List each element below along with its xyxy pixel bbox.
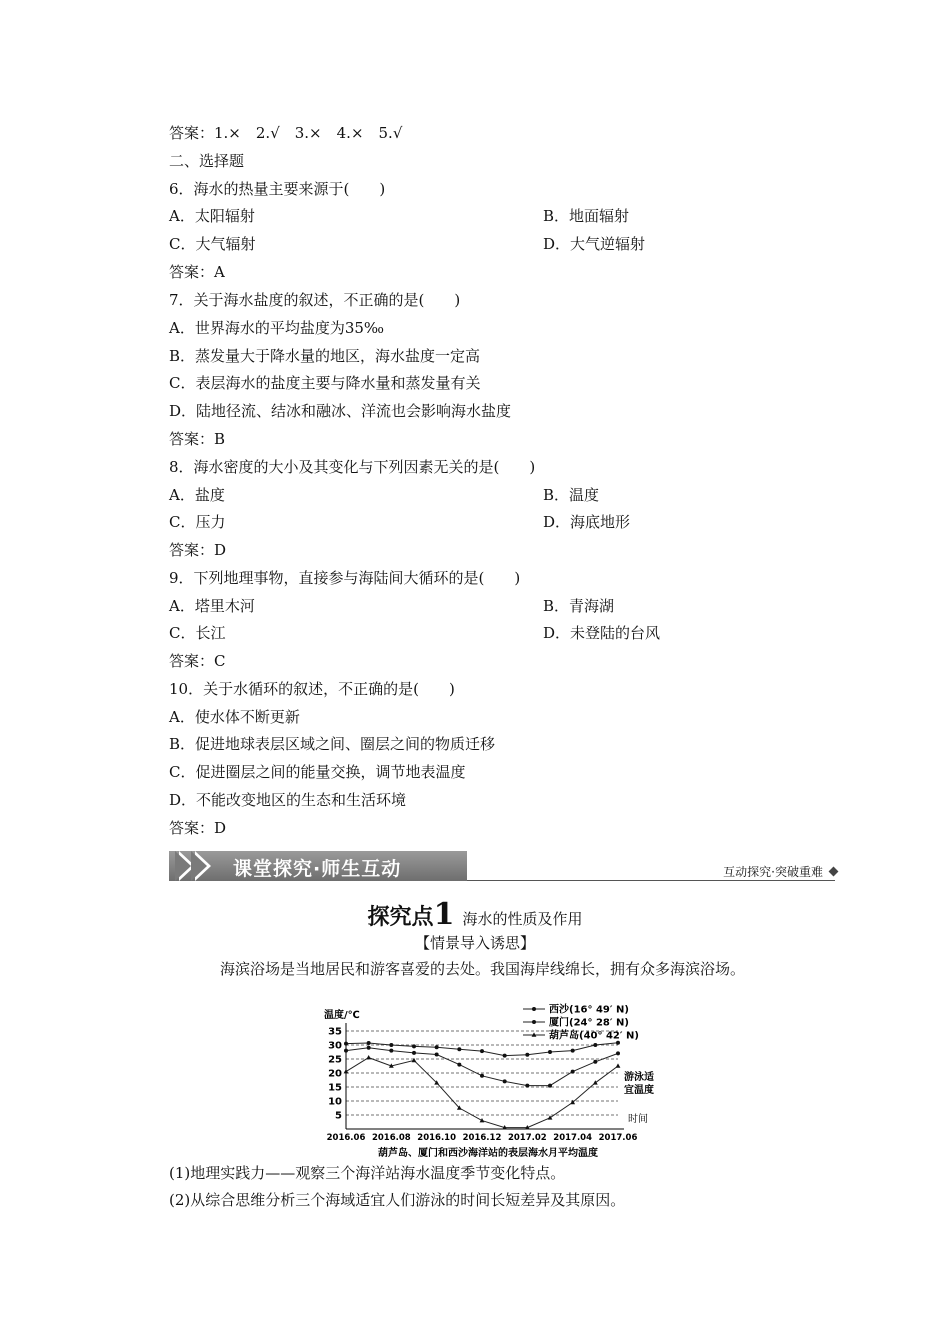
- data-point: [593, 1043, 597, 1047]
- series-line: [346, 1058, 618, 1128]
- data-point: [593, 1060, 597, 1064]
- data-point: [480, 1049, 484, 1053]
- chevron-icon: [175, 851, 191, 881]
- answer: 答案：D: [169, 541, 227, 559]
- x-tick-label: 2016.12: [462, 1133, 502, 1143]
- chart-legend: [523, 1003, 639, 1042]
- chart-grid: [346, 1031, 618, 1115]
- section-banner: [169, 851, 839, 885]
- banner-title: 课堂探究·师生互动: [233, 858, 402, 880]
- answer: 答案：D: [169, 819, 227, 837]
- threshold-label-1: 游泳适: [624, 1072, 654, 1083]
- option: C．促进圈层之间的能量交换，调节地表温度: [169, 763, 466, 781]
- data-point: [366, 1055, 371, 1059]
- data-point: [344, 1049, 348, 1053]
- y-tick-label: 25: [328, 1054, 342, 1066]
- banner-right-label: 互动探究·突破重难: [723, 865, 823, 879]
- y-tick-label: 5: [335, 1110, 342, 1122]
- x-tick-label: 2016.08: [371, 1133, 411, 1143]
- data-point: [412, 1051, 416, 1055]
- explore-heading: [0, 897, 950, 932]
- data-point: [503, 1054, 507, 1058]
- option: D．大气逆辐射: [543, 235, 646, 253]
- explore-topic: 海水的性质及作用: [462, 910, 583, 928]
- question-stem: 9．下列地理事物，直接参与海陆间大循环的是( ): [169, 569, 521, 587]
- scenario-heading: 【情景导入诱思】: [414, 934, 535, 952]
- task-2: (2)从综合思维分析三个海域适宜人们游泳的时间长短差异及其原因。: [169, 1191, 626, 1209]
- option: B．青海湖: [543, 597, 615, 615]
- data-point: [548, 1050, 552, 1054]
- data-point: [367, 1046, 371, 1050]
- legend-marker: [532, 1020, 536, 1024]
- y-tick-label: 10: [328, 1096, 342, 1108]
- x-tick-label: 2017.02: [507, 1133, 547, 1143]
- question-stem: 6．海水的热量主要来源于( ): [169, 180, 386, 198]
- question-stem: 8．海水密度的大小及其变化与下列因素无关的是( ): [169, 458, 536, 476]
- data-point: [525, 1053, 529, 1057]
- option: C．大气辐射: [169, 235, 256, 253]
- legend-label: 西沙(16° 49′ N): [549, 1004, 629, 1016]
- data-point: [616, 1051, 620, 1055]
- x-axis-label: 时间: [628, 1114, 648, 1125]
- option: C．压力: [169, 513, 226, 531]
- y-tick-label: 15: [328, 1082, 342, 1094]
- option: C．表层海水的盐度主要与降水量和蒸发量有关: [169, 374, 481, 392]
- option: B．促进地球表层区域之间、圈层之间的物质迁移: [169, 735, 496, 753]
- answer: 答案：B: [169, 430, 226, 448]
- data-point: [525, 1084, 529, 1088]
- data-point: [571, 1049, 575, 1053]
- option: B．蒸发量大于降水量的地区，海水盐度一定高: [169, 347, 481, 365]
- y-tick-label: 20: [328, 1068, 342, 1080]
- x-tick-label: 2017.04: [553, 1133, 593, 1143]
- data-point: [548, 1115, 553, 1119]
- option: A．世界海水的平均盐度为35‰: [169, 319, 385, 337]
- data-point: [435, 1045, 439, 1049]
- chevron-icon: [191, 851, 207, 881]
- y-axis-label: 温度/℃: [324, 1010, 360, 1021]
- data-point: [367, 1041, 371, 1045]
- x-tick-label: 2017.06: [598, 1133, 638, 1143]
- y-tick-label: 30: [328, 1040, 342, 1052]
- legend-label: 厦门(24° 28′ N): [549, 1017, 629, 1029]
- option: D．不能改变地区的生态和生活环境: [169, 791, 407, 809]
- x-tick-label: 2016.06: [326, 1133, 366, 1143]
- data-point: [457, 1063, 461, 1067]
- option: D．陆地径流、结冰和融冰、洋流也会影响海水盐度: [169, 402, 512, 420]
- data-point: [503, 1079, 507, 1083]
- data-point: [412, 1058, 417, 1062]
- section-heading: 二、选择题: [169, 152, 245, 170]
- question-stem: 10．关于水循环的叙述，不正确的是( ): [169, 680, 455, 698]
- option: C．长江: [169, 624, 226, 642]
- data-point: [344, 1069, 349, 1073]
- data-point: [593, 1080, 598, 1084]
- explore-label: 探究点: [367, 905, 434, 930]
- data-point: [435, 1053, 439, 1057]
- data-point: [480, 1074, 484, 1078]
- chart-title: 葫芦岛、厦门和西沙海洋站的表层海水月平均温度: [378, 1148, 598, 1159]
- data-point: [412, 1044, 416, 1048]
- explore-number: 1: [433, 897, 455, 932]
- x-tick-label: 2016.10: [417, 1133, 457, 1143]
- answer: 答案：C: [169, 652, 226, 670]
- banner-rule: [467, 880, 835, 881]
- y-tick-label: 35: [328, 1026, 342, 1038]
- task-1: (1)地理实践力——观察三个海洋站海水温度季节变化特点。: [169, 1164, 566, 1182]
- option: A．盐度: [169, 486, 225, 504]
- data-point: [548, 1084, 552, 1088]
- option: D．未登陆的台风: [543, 624, 661, 642]
- option: B．地面辐射: [543, 207, 630, 225]
- data-point: [457, 1047, 461, 1051]
- legend-label: 葫芦岛(40° 42′ N): [549, 1030, 639, 1042]
- answer: 答案：A: [169, 263, 225, 281]
- diamond-icon: [829, 867, 839, 877]
- data-point: [344, 1042, 348, 1046]
- legend-marker: [532, 1007, 536, 1011]
- answers-1-5: 答案：1.× 2.√ 3.× 4.× 5.√: [169, 124, 403, 142]
- data-point: [389, 1043, 393, 1047]
- data-point: [571, 1070, 575, 1074]
- option: B．温度: [543, 486, 600, 504]
- data-point: [616, 1063, 621, 1067]
- scenario-text: 海滨浴场是当地居民和游客喜爱的去处。我国海岸线绵长，拥有众多海滨浴场。: [220, 960, 746, 978]
- option: A．太阳辐射: [169, 207, 255, 225]
- sea-temperature-chart: [318, 1003, 658, 1161]
- data-point: [389, 1049, 393, 1053]
- option: D．海底地形: [543, 513, 631, 531]
- question-stem: 7．关于海水盐度的叙述，不正确的是( ): [169, 291, 461, 309]
- threshold-label-2: 宜温度: [624, 1085, 654, 1096]
- option: A．使水体不断更新: [169, 708, 300, 726]
- option: A．塔里木河: [169, 597, 255, 615]
- chart-marks: [344, 1041, 621, 1130]
- series-line: [346, 1048, 618, 1086]
